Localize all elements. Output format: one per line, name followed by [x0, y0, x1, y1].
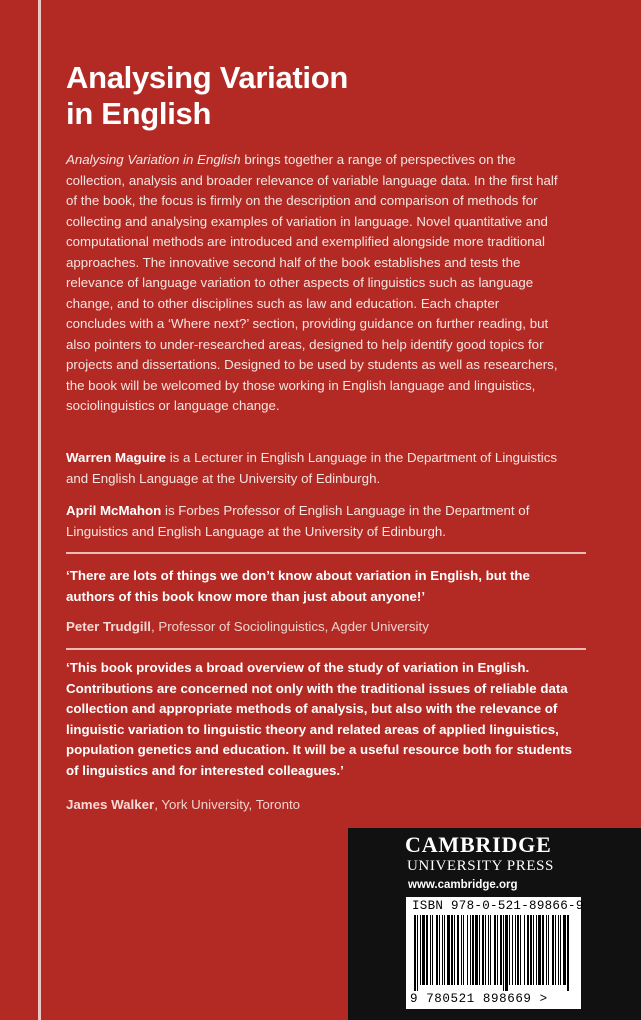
barcode-bar [555, 915, 556, 985]
barcode-bar [442, 915, 443, 985]
endorsement-attribution-1 [66, 617, 566, 637]
endorsement-attribution-2 [66, 795, 566, 815]
book-title [66, 60, 546, 132]
barcode-bar [488, 915, 489, 985]
barcode-bar [552, 915, 554, 985]
barcode-bar [560, 915, 561, 985]
barcode-bar [417, 915, 418, 991]
barcode-bar [461, 915, 462, 985]
barcode-bar [527, 915, 529, 985]
barcode-bar [509, 915, 510, 985]
author-name-1: Warren Maguire [66, 450, 166, 465]
barcode-bar [517, 915, 519, 985]
barcode-bar [512, 915, 513, 985]
barcode-bar [457, 915, 459, 985]
barcode-bar [533, 915, 534, 985]
barcode-bar [426, 915, 428, 985]
endorsement-quote-1: ‘There are lots of things we don’t know about variation in English, but the authors of this book know more than just about anyone!’ [66, 568, 530, 604]
barcode-bar [436, 915, 438, 985]
barcode-bar [505, 915, 508, 991]
barcode-bar [503, 915, 504, 991]
barcode-bar [447, 915, 450, 985]
publisher-name: CAMBRIDGE [405, 832, 552, 857]
author-bio-2 [66, 501, 566, 542]
barcode-bar [558, 915, 559, 985]
endorser-name-1: Peter Trudgill [66, 619, 151, 634]
barcode-bar [444, 915, 445, 985]
author-bio-text-2: is Forbes Professor of English Language in the Department of Linguistics and English Language at the University of Edinburgh. [66, 503, 530, 539]
barcode-bar [542, 915, 544, 985]
blurb-text: brings together a range of perspectives on the collection, analysis and broader relevance of variable language data. In the first half of the book, the focus is firmly on the description and comparison of methods for collecting and analysing examples of variation in language. Novel quantitative and computational methods are introduced and exemplified alongside more traditional approaches. The innovative second half of the book establishes and tests the relevance of language variation to other aspects of linguistics such as language change, and to other disciplines such as law and education. Each chapter concludes with a ‘Where next?’ section, providing guidance on further reading, but also pointers to under-researched areas, designed to help identify good topics for projects and dissertations. Designed to be used by students as well as researchers, the book will be welcomed by those working in English language and linguistics, sociolinguistics or language change. [66, 152, 558, 413]
barcode-bar [538, 915, 541, 985]
publisher-press: UNIVERSITY PRESS [407, 858, 554, 874]
endorser-name-2: James Walker [66, 797, 155, 812]
barcode-bar [490, 915, 491, 985]
publisher-url: www.cambridge.org [408, 879, 518, 891]
barcode-bar [463, 915, 464, 985]
barcode-bar [524, 915, 525, 985]
barcode-bar [432, 915, 433, 985]
book-blurb [66, 150, 561, 417]
isbn-label: ISBN 978-0-521-89866-9 [412, 899, 584, 913]
barcode-bar [454, 915, 455, 985]
barcode-bar [479, 915, 480, 985]
endorser-affiliation-2: , York University, Toronto [154, 797, 301, 812]
author-name-2: April McMahon [66, 503, 162, 518]
title-line-2: in English [66, 96, 212, 131]
barcode-bar [472, 915, 474, 985]
author-bio-1 [66, 448, 566, 489]
barcode-bar [470, 915, 471, 985]
divider-2 [66, 648, 586, 650]
barcode-bar [475, 915, 478, 985]
title-line-1: Analysing Variation [66, 60, 348, 95]
barcode-bar [515, 915, 516, 985]
barcode-bar [520, 915, 521, 985]
divider-1 [66, 552, 586, 554]
barcode-bar [467, 915, 468, 985]
barcode-digits: 9 780521 898669 > [410, 992, 548, 1006]
barcode-bar [482, 915, 484, 985]
barcode-bar [494, 915, 496, 985]
barcode-bar [500, 915, 502, 985]
endorsement-quote-2: ‘This book provides a broad overview of the study of variation in English. Contributions are concerned not only with the traditional issues of reliable data collection and appropriate methods of analysis, but also with the relevance of linguistic variation to linguistic theory and related areas of applied linguistics, population genetics and education. It will be a useful resource both for students of linguistics and for interested colleagues.’ [66, 660, 573, 778]
barcode-bar [567, 915, 569, 991]
barcode-bar [497, 915, 498, 985]
spine-line [38, 0, 41, 1020]
barcode-icon [410, 915, 577, 991]
barcode-bar [563, 915, 566, 985]
barcode-bar [485, 915, 486, 985]
barcode-bar [536, 915, 537, 985]
barcode-bar [451, 915, 453, 985]
barcode-bar [530, 915, 532, 985]
blurb-title-italic: Analysing Variation in English [66, 152, 241, 167]
barcode-bar [430, 915, 431, 985]
barcode-bar [548, 915, 549, 985]
author-bio-text-1: is a Lecturer in English Language in the Department of Linguistics and English Language at the University of Edinburgh. [66, 450, 558, 486]
barcode-bar [422, 915, 425, 985]
barcode-bar [439, 915, 440, 985]
barcode-bar [414, 915, 416, 991]
barcode-bar [420, 915, 421, 985]
endorser-affiliation-1: , Professor of Sociolinguistics, Agder University [150, 619, 429, 634]
barcode-bar [546, 915, 547, 985]
